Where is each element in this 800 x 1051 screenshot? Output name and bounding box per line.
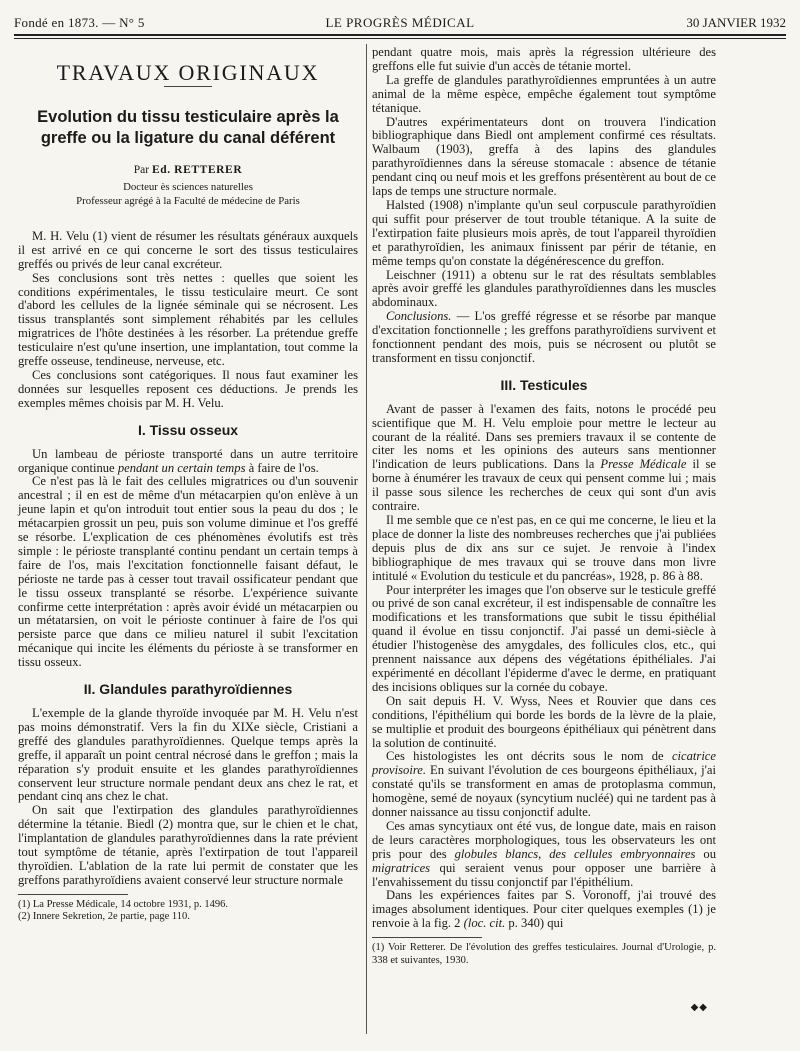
- body-paragraph: D'autres expérimentateurs dont on trouvera l'indication bibliographique dans Biedl ont amplement confirmé ces résultats. Walbaum (1903), greffa à des lapins des glandules parathyroïdiennes dans la séreuse stomacale : absence de tétanie pendant cinq ou neuf mois et les greffons présentèrent au bout de ce laps de temps une structure normale.: [372, 114, 716, 199]
- end-ornament: ◆◆: [690, 1002, 708, 1013]
- author-affiliation-1: Docteur ès sciences naturelles: [123, 180, 253, 193]
- author-name: Ed. RETTERER: [151, 163, 243, 176]
- body-paragraph: pendant quatre mois, mais après la régression ultérieure des greffons elle fut suivie d'un accès de tétanie mortel.: [372, 45, 716, 73]
- footnote: (2) Innere Sekretion, 2e partie, page 110.: [18, 911, 190, 923]
- intro-paragraph: Ces conclusions sont catégoriques. Il nous faut examiner les données sur lesquelles reposent ces déductions. Je prends les exemples mêmes choisis par M. H. Velu.: [18, 367, 358, 410]
- header-rule-thin: [14, 38, 786, 39]
- section-title-rule: [164, 86, 212, 87]
- body-paragraph: La greffe de glandules parathyroïdiennes empruntées à un autre animal de la même espèce, empêche également tout symptôme tétanique.: [372, 72, 716, 115]
- footnote-rule: [18, 894, 128, 895]
- heading-tissu-osseux: I. Tissu osseux: [137, 421, 239, 438]
- left-column: [18, 46, 358, 924]
- body-paragraph: On sait que l'extirpation des glandules parathyroïdiennes détermine la tétanie. Biedl (2) montra que, sur le chien et le chat, l'implantation de glandules parathyroïdiennes dans la rate prévient tout symptôme de tétanie, après l'extirpation de tout l'appareil thyroïdien. L'ablation de la rate lui permit de constater que les greffons parathyroïdiens avaient conservé leur structure normale: [18, 803, 358, 887]
- heading-testicules: III. Testicules: [500, 376, 588, 393]
- body-paragraph: Leischner (1911) a obtenu sur le rat des résultats semblables après avoir greffé les glandules parathyroïdiennes dans les muscles abdominaux.: [372, 267, 716, 310]
- header-journal-name: LE PROGRÈS MÉDICAL: [325, 15, 475, 30]
- footnote: (1) Voir Retterer. De l'évolution des greffes testiculaires. Journal d'Urologie, p. 338 et suivantes, 1930.: [372, 942, 716, 966]
- body-paragraph: Un lambeau de périoste transporté dans un autre territoire organique continue pendant un certain temps à faire de l'os.: [18, 446, 358, 475]
- conclusions-paragraph: Conclusions. — L'os greffé régresse et se résorbe par manque d'excitation fonctionnelle ; les greffons parathyroïdiens survivent et fonctionnent pendant des mois, puis se nécrosent ou plutôt se transforment en tissu conjonctif.: [372, 309, 716, 365]
- body-paragraph: L'exemple de la glande thyroïde invoquée par M. H. Velu n'est pas moins démonstratif. Vers la fin du XIXe siècle, Cristiani a greffé des glandules parathyroïdiennes. Quelque temps après la greffe, il apparaît un point central nécrosé dans le greffon ; mais la réparation s'y produit ensuite et les glandes parathyroïdiennes conservent leur structure normale pendant deux ans chez le rat, et pendant cinq ans chez le chat.: [18, 706, 358, 804]
- author-affiliation-2: Professeur agrégé à la Faculté de médecine de Paris: [76, 194, 300, 207]
- article-title: Evolution du tissu testiculaire après la greffe ou la ligature du canal déférent: [37, 107, 339, 147]
- body-paragraph: On sait depuis H. V. Wyss, Nees et Rouvier que dans ces conditions, l'épithélium qui borde les bords de la lèvre de la plaie, se multiplie et produit des bourgeons épithéliaux qui pénètrent dans la solution de continuité.: [372, 693, 716, 750]
- header-founded: Fondé en 1873. — N° 5: [14, 15, 145, 30]
- running-header: [14, 14, 786, 32]
- body-paragraph: Ce n'est pas là le fait des cellules migratrices ou d'un souvenir ancestral ; il en est de même d'un métacarpien qu'on enlève à un jeune lapin et qu'on introduit tout entier sous la peau du dos ; le métacarpien grossit un peu, puis son volume diminue et l'os greffé se résorbe. L'explication de ces phénomènes évolutifs est très simple : le périoste transplanté continu pendant un certain temps à faire de l'os, mais l'excitation fonctionnelle faisant défaut, le périoste ne tarde pas à cesser tout travail ossificateur pendant que le tissu osseux transplanté se résorbe. L'expérience suivante confirme cette interprétation : après avoir évidé un métacarpien ou un métatarsien, on voit le périoste continuer à faire de l'os qui persiste parce que dans ce milieu naturel il subit l'excitation mécanique qui incite les éléments du périoste à se transformer en tissu osseux.: [18, 474, 358, 670]
- header-rule-thick: [14, 34, 786, 36]
- header-date: 30 JANVIER 1932: [686, 15, 786, 30]
- footnote: (1) La Presse Médicale, 14 octobre 1931, p. 1496.: [18, 898, 228, 910]
- body-paragraph: Il me semble que ce n'est pas, en ce qui me concerne, le lieu et la place de donner la liste des nombreuses recherches que j'ai publiées depuis plus de dix ans sur ce sujet. Je renvoie à l'index bibliographique de mes travaux qui se trouve dans mon livre intitulé « Evolution du testicule et du pancréas», 1928, p. 86 à 88.: [372, 513, 716, 583]
- byline: [18, 163, 358, 178]
- intro-paragraph: M. H. Velu (1) vient de résumer les résultats généraux auxquels il est arrivé en ce qui concerne le sort des tissus testiculaires greffés ou privés de leur canal excréteur.: [18, 228, 358, 271]
- footnotes: [18, 899, 358, 924]
- body-paragraph: Avant de passer à l'examen des faits, notons le procédé peu scientifique que M. H. Velu emploie pour mettre le lecteur au courant de la réalité. Dans ses premiers travaux il se contente de citer les noms et les opinions des auteurs sans mentionner l'indication de leurs publications. Dans la Presse Médicale il se borne à énumérer les travaux de ceux qui pensent comme lui ; mais il passe sous silence les recherches de ceux qui sont d'un avis contraire.: [372, 401, 716, 514]
- section-title: TRAVAUX ORIGINAUX: [56, 60, 320, 85]
- heading-glandules: II. Glandules parathyroïdiennes: [83, 681, 293, 698]
- footnote-rule: [372, 937, 482, 938]
- right-column: [372, 46, 716, 967]
- body-paragraph: Pour interpréter les images que l'on observe sur le testicule greffé ou privé de son canal excréteur, il est indispensable de connaître les modifications et les transformations que subit le tissu épithélial quand il évolue en tissu conjonctif. J'ai passé un demi-siècle à étudier l'histogenèse des amygdales, des follicules clos, etc., qui prennent naissance aux dépens des végétations épithéliales. J'ai expérimenté en décollant l'épiderme d'avec le derme, en pratiquant des incisions obliques sur la cornée du cobaye.: [372, 582, 716, 694]
- body-paragraph: Ces amas syncytiaux ont été vus, de longue date, mais en raison de leurs caractères morphologiques, tous les observateurs les ont pris pour des globules blancs, des cellules embryonnaires ou migratrices qui seraient venus pour opposer une barrière à l'envahissement du tissu conjonctif par l'épithélium.: [372, 818, 716, 889]
- intro-paragraph: Ses conclusions sont très nettes : quelles que soient les conditions expérimentales, le tissu testiculaire meurt. Ce sont d'abord les cellules de la lignée séminale qui se nécrosent. Les tissus transplantés sont simplement réhabités par les cellules migratrices de l'hôte destinées à les résorber. La prétendue greffe testiculaire n'est qu'une insertion, une implantation, tout comme la greffe osseuse, tendineuse, nerveuse, etc.: [18, 270, 358, 369]
- body-paragraph: Dans les expériences faites par S. Voronoff, j'ai trouvé des images absolument identiques. Pour citer quelques exemples (1) je renvoie à la fig. 2 (loc. cit. p. 340) qui: [372, 888, 716, 931]
- byline-prefix: Par: [133, 163, 150, 176]
- body-paragraph: Ces histologistes les ont décrits sous le nom de cicatrice provisoire. En suivant l'évolution de ces bourgeons épithéliaux, j'ai constaté qu'ils se transforment en amas de protoplasma commun, homogène, semé de noyaux (syncytium nucléé) qui ne tardent pas à donner naissance au tissu conjonctif adulte.: [372, 749, 716, 820]
- body-paragraph: Halsted (1908) n'implante qu'un seul corpuscule parathyroïdien qui suffit pour préserver de tout trouble tétanique. A la suite de l'extirpation faite plusieurs mois après, de tout l'appareil thyroïdien et parathyroïdien, les animaux finissent par périr de tétanie, en même temps qu'on constate la dégénérescence du greffon.: [372, 197, 716, 268]
- column-divider: [366, 44, 367, 1034]
